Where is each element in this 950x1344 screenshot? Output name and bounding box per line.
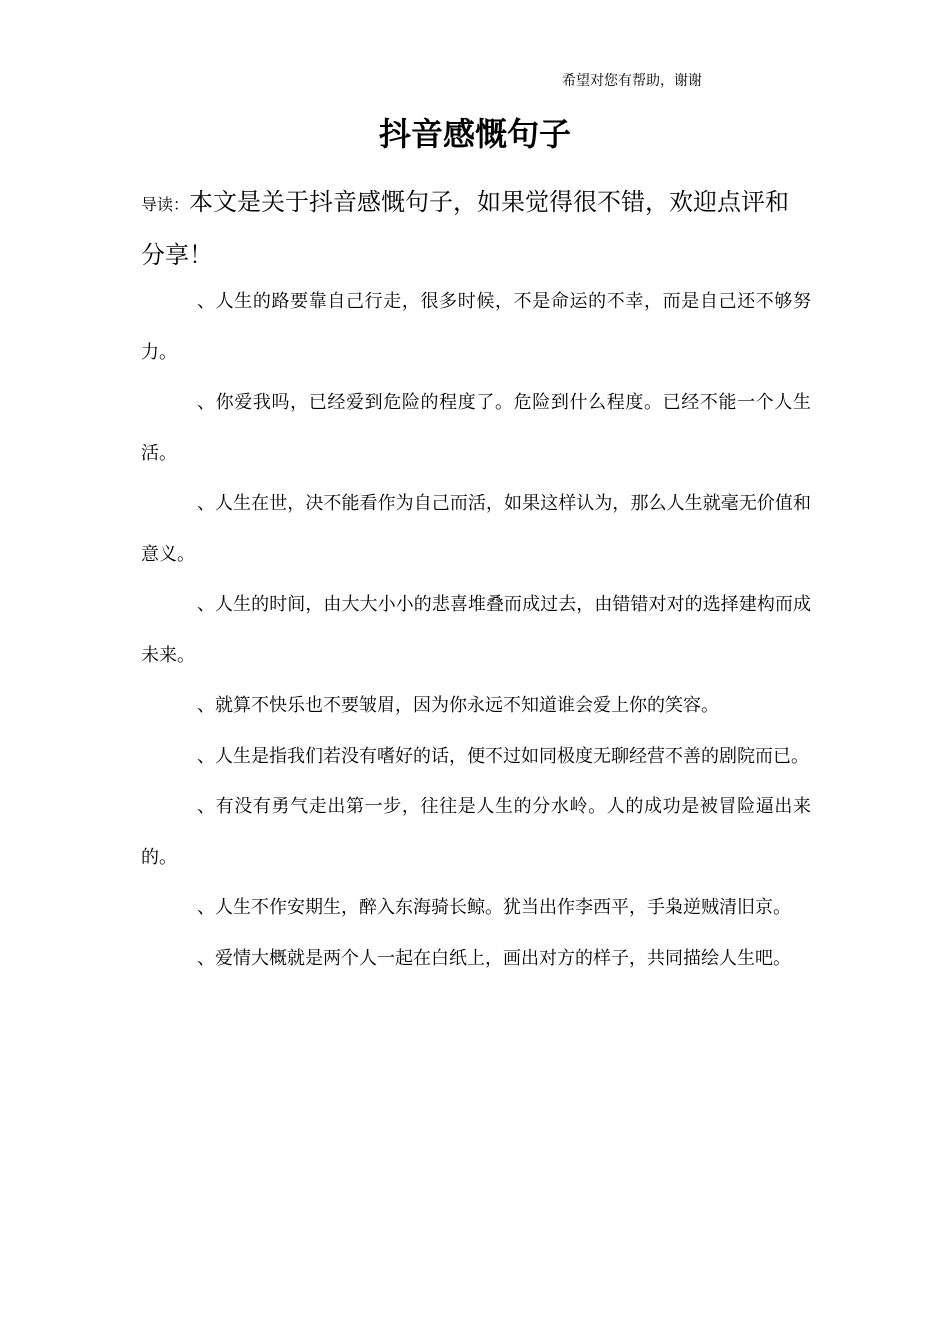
paragraph: 、有没有勇气走出第一步，往往是人生的分水岭。人的成功是被冒险逼出来的。 (141, 796, 811, 868)
paragraph: 、爱情大概就是两个人一起在白纸上，画出对方的样子，共同描绘人生吧。 (197, 947, 791, 969)
paragraph: 、人生的路要靠自己行走，很多时候，不是命运的不幸，而是自己还不够努力。 (141, 291, 811, 363)
header-note: 希望对您有帮助，谢谢 (562, 73, 702, 89)
paragraph: 、你爱我吗，已经爱到危险的程度了。危险到什么程度。已经不能一个人生活。 (141, 392, 811, 464)
paragraph: 、人生是指我们若没有嗜好的话，便不过如同极度无聊经营不善的剧院而已。 (197, 745, 809, 767)
page-title: 抖音感慨句子 (378, 115, 571, 153)
intro-label: 导读： (141, 195, 190, 214)
paragraph: 、就算不快乐也不要皱眉，因为你永远不知道谁会爱上你的笑容。 (197, 695, 719, 716)
document-body (141, 277, 811, 984)
intro-paragraph (141, 177, 811, 280)
paragraph: 、人生不作安期生，醉入东海骑长鲸。犹当出作李西平，手枭逆贼清旧京。 (197, 897, 791, 918)
paragraph: 、人生的时间，由大大小小的悲喜堆叠而成过去，由错错对对的选择建构而成未来。 (141, 594, 811, 666)
paragraph: 、人生在世，决不能看作为自己而活，如果这样认为，那么人生就毫无价值和意义。 (141, 493, 811, 565)
intro-text: 本文是关于抖音感慨句子，如果觉得很不错，欢迎点评和分享！ (141, 188, 790, 269)
